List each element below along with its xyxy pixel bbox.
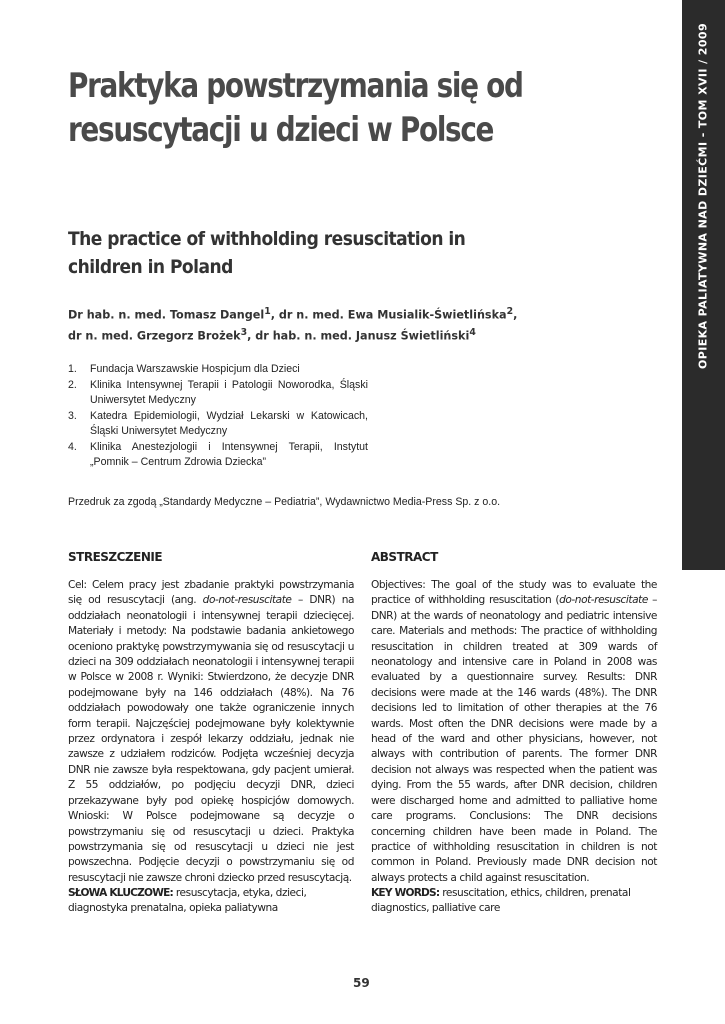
article-title-polish: Praktyka powstrzymania się od resuscytacji u dzieci w Polsce	[68, 66, 523, 150]
abstract-english-column	[371, 550, 657, 886]
journal-running-header: OPIEKA PALIATYWNA NAD DZIEĆMI - TOM XVII / 2009	[696, 23, 710, 369]
author-name: dr n. med. Grzegorz Brożek	[68, 329, 241, 343]
keywords-english-label: KEY WORDS:	[371, 887, 440, 899]
author-affiliation-mark: 4	[469, 326, 476, 338]
author-name: dr hab. n. med. Janusz Świetliński	[255, 329, 470, 343]
reprint-note: Przedruk za zgodą „Standardy Medyczne – Pediatria”, Wydawnictwo Media-Press Sp. z o.o.	[68, 496, 501, 508]
author-separator: ,	[270, 308, 279, 322]
affiliation-text: Klinika Anestezjologii i Intensywnej Terapii, Instytut „Pomnik – Centrum Zdrowia Dziecka”	[90, 440, 368, 468]
author-affiliation-mark: 1	[264, 306, 271, 317]
abstract-english-text	[371, 578, 657, 886]
abstract-english-text-start: Objectives: The goal of the study was to evaluate the practice of withholding resuscitation (	[371, 579, 657, 607]
abstract-polish-text-end: – DNR) na oddziałach neonatologii i intensywnej terapii dziecięcej. Materiały i metody: Na podstawie badania ankietowego oceniono praktykę powstrzymywania się od resuscytacji u dzieci na 309 oddziałach neonatologii i intensywnej terapii w Polsce w 2008 r. Wyniki: Stwierdzono, że decyzje DNR podejmowane były na 146 oddziałach (48%). Na 76 oddziałach powodowały one także ograniczenie innych form terapii. Najczęściej podejmowane były kolektywnie przez ordynatora i zespół lekarzy oddziału, jednak nie zawsze z udziałem rodziców. Podjęta wcześniej decyzja DNR nie zawsze była respektowana, gdy pacjent umierał. Z 55 oddziałów, po podjęciu decyzji DNR, dzieci przekazywane były pod opiekę hospicjów domowych. Wnioski: W Polsce podejmowane są decyzje o powstrzymaniu się od resuscytacji u dzieci. Praktyka powstrzymania się od resuscytacji u dzieci nie jest powszechna. Podjęcie decyzji o powstrzymaniu się od resuscytacji nie zawsze chroni dziecko przed resuscytacją.	[68, 594, 354, 884]
abstract-polish-text	[68, 578, 354, 886]
author-affiliation-mark: 2	[506, 306, 514, 317]
abstract-polish-column	[68, 550, 354, 886]
page-number: 59	[353, 976, 370, 990]
affiliation-item	[68, 440, 368, 471]
article-title-english: The practice of withholding resuscitation in children in Poland	[68, 228, 466, 278]
affiliation-number: 1.	[68, 363, 77, 375]
affiliation-number: 3.	[68, 409, 77, 422]
keywords-polish-label: SŁOWA KLUCZOWE:	[68, 887, 173, 899]
abstract-english-heading: ABSTRACT	[371, 550, 438, 564]
abstract-polish-term: do-not-resuscitate	[202, 594, 292, 607]
abstract-polish-text-start: Cel: Celem pracy jest zbadanie praktyki powstrzymania się od resuscytacji (ang.	[68, 579, 354, 607]
affiliation-item	[68, 378, 368, 409]
abstract-english-term: do-not-resuscitate	[559, 594, 648, 607]
abstract-english-text-end: – DNR) at the wards of neonatology and pediatric intensive care. Materials and methods: The practice of withholding resuscitation in children treated at 309 wards of neonatology and intensive care in Poland in 2008 was evaluated by a questionnaire survey. Results: DNR decisions were made at the 146 wards (48%). The DNR decisions led to limitation of other therapies at the 76 wards. Most often the DNR decisions were made by a head of the ward and other physicians, however, not always with contribution of parents. The former DNR decision not always was respected when the patient was dying. From the 55 wards, after DNR decision, children were discharged home and admitted to palliative home care programs. Conclusions: The DNR decisions concerning children have been made in Poland. The practice of withholding resuscitation in children is not common in Poland. Previously made DNR decision not always protects a child against resuscitation.	[371, 594, 658, 884]
author-separator: ,	[513, 308, 518, 322]
affiliation-number: 4.	[68, 440, 77, 453]
author-name: dr n. med. Ewa Musialik-Świetlińska	[278, 308, 507, 322]
keywords-polish	[68, 886, 354, 917]
keywords-english-list: resuscitation, ethics, children, prenatal diagnostics, palliative care	[371, 887, 631, 915]
keywords-polish-list: resuscytacja, etyka, dzieci, diagnostyka prenatalna, opieka paliatywna	[68, 887, 307, 915]
affiliation-list	[68, 362, 368, 471]
author-affiliation-mark: 3	[240, 326, 248, 338]
author-name: Dr hab. n. med. Tomasz Dangel	[68, 308, 265, 322]
author-separator: ,	[247, 329, 256, 343]
author-list	[68, 303, 628, 344]
affiliation-text: Klinika Intensywnej Terapii i Patologii Noworodka, Śląski Uniwersytet Medyczny	[90, 378, 368, 406]
affiliation-text: Fundacja Warszawskie Hospicjum dla Dzieci	[90, 363, 300, 375]
affiliation-item	[68, 362, 368, 378]
affiliation-item	[68, 409, 368, 440]
keywords-english	[371, 886, 657, 917]
abstract-polish-heading: STRESZCZENIE	[68, 550, 163, 564]
affiliation-text: Katedra Epidemiologii, Wydział Lekarski w Katowicach, Śląski Uniwersytet Medyczny	[90, 409, 368, 437]
affiliation-number: 2.	[68, 378, 77, 391]
